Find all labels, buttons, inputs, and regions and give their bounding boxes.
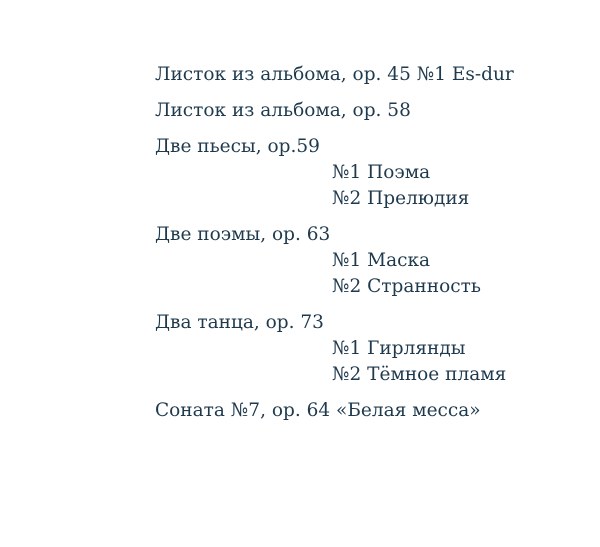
work-part: №1 Маска: [332, 250, 431, 271]
work-item: [155, 134, 585, 212]
work-title: Две поэмы, ор. 63: [155, 224, 331, 245]
work-title: Листок из альбома, ор. 58: [155, 100, 411, 121]
work-item: [155, 62, 585, 88]
work-part: №2 Тёмное пламя: [332, 364, 507, 385]
work-title: Два танца, ор. 73: [155, 312, 324, 333]
work-title: Соната №7, ор. 64 «Белая месса»: [155, 400, 481, 421]
work-item: [155, 398, 585, 424]
work-title: Две пьесы, ор.59: [155, 136, 320, 157]
work-title: Листок из альбома, ор. 45 №1 Es-dur: [155, 64, 514, 85]
work-part: №2 Прелюдия: [332, 188, 470, 209]
work-item: [155, 98, 585, 124]
work-part: №1 Поэма: [332, 162, 431, 183]
work-item: [155, 222, 585, 300]
program-list: [155, 62, 585, 434]
work-part: №1 Гирлянды: [332, 338, 466, 359]
work-part: №2 Странность: [332, 276, 481, 297]
work-item: [155, 310, 585, 388]
